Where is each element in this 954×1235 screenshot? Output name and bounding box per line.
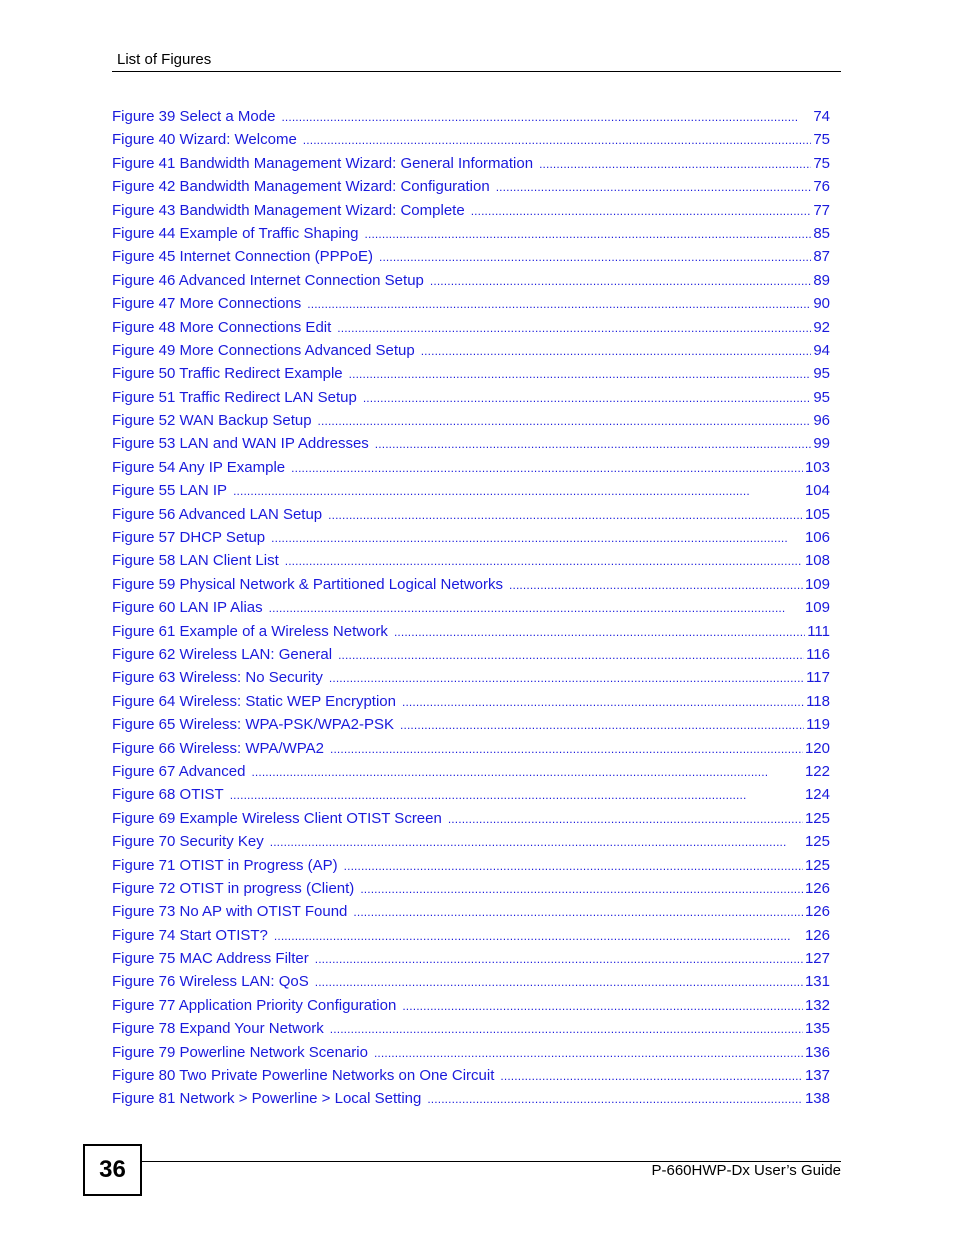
toc-entry-title[interactable]: Figure 65 Wireless: WPA-PSK/WPA2-PSK — [112, 716, 395, 734]
toc-entry[interactable] — [112, 386, 830, 409]
toc-leader-dots — [471, 200, 812, 222]
toc-entry-title[interactable]: Figure 62 Wireless LAN: General — [112, 645, 333, 663]
toc-entry-page[interactable]: 109 — [804, 575, 830, 593]
toc-entry-page[interactable]: 94 — [813, 341, 830, 359]
toc-leader-dots — [337, 317, 811, 339]
toc-entry-title[interactable]: Figure 48 More Connections Edit — [112, 318, 332, 336]
toc-entry-page[interactable]: 92 — [813, 318, 830, 336]
toc-entry[interactable] — [112, 877, 830, 900]
toc-leader-dots — [281, 106, 811, 128]
toc-entry-title[interactable]: Figure 66 Wireless: WPA/WPA2 — [112, 739, 324, 757]
toc-leader-dots — [270, 831, 803, 853]
toc-entry-title[interactable]: Figure 43 Bandwidth Management Wizard: Complete — [112, 201, 465, 219]
toc-entry[interactable] — [112, 175, 830, 198]
toc-entry[interactable] — [112, 456, 830, 479]
toc-entry-page[interactable]: 118 — [806, 692, 830, 710]
toc-entry[interactable] — [112, 690, 830, 713]
toc-leader-dots — [379, 246, 811, 268]
toc-entry-page[interactable]: 96 — [813, 412, 830, 430]
running-header: List of Figures — [117, 51, 212, 68]
toc-entry-title[interactable]: Figure 54 Any IP Example — [112, 458, 286, 476]
toc-entry-title[interactable]: Figure 61 Example of a Wireless Network — [112, 622, 388, 640]
toc-entry-title[interactable]: Figure 45 Internet Connection (PPPoE) — [112, 248, 373, 266]
toc-entry-page[interactable]: 126 — [804, 903, 830, 921]
toc-entry[interactable] — [112, 1041, 830, 1064]
toc-entry[interactable] — [112, 620, 830, 643]
toc-entry-page[interactable]: 136 — [804, 1043, 830, 1061]
toc-leader-dots — [271, 527, 803, 549]
toc-leader-dots — [349, 363, 812, 385]
toc-entry-title[interactable]: Figure 41 Bandwidth Management Wizard: General Information — [112, 154, 534, 172]
toc-entry-page[interactable]: 120 — [804, 739, 830, 757]
toc-entry[interactable] — [112, 222, 830, 245]
toc-leader-dots — [374, 1042, 803, 1064]
toc-entry-title[interactable]: Figure 78 Expand Your Network — [112, 1020, 324, 1038]
toc-entry-page[interactable]: 126 — [804, 926, 830, 944]
toc-entry[interactable] — [112, 737, 830, 760]
toc-entry[interactable] — [112, 643, 830, 666]
toc-leader-dots — [329, 667, 804, 689]
toc-entry-title[interactable]: Figure 39 Select a Mode — [112, 108, 276, 125]
toc-leader-dots — [303, 129, 812, 151]
toc-entry[interactable] — [112, 1087, 830, 1110]
toc-leader-dots — [448, 808, 803, 830]
toc-entry-title[interactable]: Figure 74 Start OTIST? — [112, 926, 268, 944]
toc-entry-page[interactable]: 76 — [813, 178, 830, 196]
toc-entry-page[interactable]: 95 — [813, 388, 830, 406]
toc-entry[interactable] — [112, 924, 830, 947]
toc-entry-page[interactable]: 126 — [804, 879, 830, 897]
toc-leader-dots — [430, 270, 811, 292]
toc-leader-dots — [328, 504, 803, 526]
toc-leader-dots — [421, 340, 812, 362]
toc-leader-dots — [315, 971, 803, 993]
toc-entry[interactable] — [112, 269, 830, 292]
toc-leader-dots — [509, 574, 803, 596]
toc-entry[interactable] — [112, 760, 830, 783]
toc-entry-page[interactable]: 127 — [804, 950, 830, 968]
toc-entry[interactable] — [112, 292, 830, 315]
toc-entry-title[interactable]: Figure 69 Example Wireless Client OTIST Screen — [112, 809, 442, 827]
toc-entry-title[interactable]: Figure 44 Example of Traffic Shaping — [112, 224, 359, 242]
toc-entry-title[interactable]: Figure 42 Bandwidth Management Wizard: Configuration — [112, 178, 490, 196]
toc-entry-title[interactable]: Figure 51 Traffic Redirect LAN Setup — [112, 388, 357, 406]
toc-entry[interactable] — [112, 362, 830, 385]
toc-entry[interactable] — [112, 994, 830, 1017]
toc-entry[interactable] — [112, 1017, 830, 1040]
toc-entry[interactable] — [112, 199, 830, 222]
toc-leader-dots — [330, 1018, 803, 1040]
toc-entry-title[interactable]: Figure 55 LAN IP — [112, 482, 228, 500]
toc-leader-dots — [539, 153, 811, 175]
toc-entry-title[interactable]: Figure 71 OTIST in Progress (AP) — [112, 856, 338, 874]
toc-entry-page[interactable]: 131 — [804, 973, 830, 991]
toc-entry-page[interactable]: 125 — [804, 809, 830, 827]
toc-leader-dots — [233, 480, 803, 502]
toc-entry[interactable] — [112, 479, 830, 502]
toc-entry-title[interactable]: Figure 46 Advanced Internet Connection Setup — [112, 271, 424, 289]
toc-entry-title[interactable]: Figure 76 Wireless LAN: QoS — [112, 973, 309, 991]
toc-leader-dots — [318, 410, 812, 432]
toc-entry-page[interactable]: 105 — [804, 505, 830, 523]
toc-leader-dots — [330, 738, 803, 760]
toc-entry[interactable] — [112, 409, 830, 432]
toc-entry-page[interactable]: 117 — [806, 669, 830, 687]
toc-entry-title[interactable]: Figure 72 OTIST in progress (Client) — [112, 879, 355, 897]
toc-leader-dots — [315, 948, 803, 970]
toc-entry[interactable] — [112, 854, 830, 877]
toc-entry-page[interactable]: 75 — [813, 131, 830, 149]
toc-entry-title[interactable]: Figure 81 Network > Powerline > Local Setting — [112, 1090, 422, 1108]
toc-entry-page[interactable]: 103 — [804, 458, 830, 476]
toc-entry[interactable] — [112, 526, 830, 549]
toc-entry-page[interactable]: 77 — [813, 201, 830, 219]
toc-entry-title[interactable]: Figure 47 More Connections — [112, 295, 302, 313]
toc-entry-title[interactable]: Figure 40 Wizard: Welcome — [112, 131, 297, 149]
toc-leader-dots — [251, 761, 803, 783]
toc-leader-dots — [365, 223, 812, 245]
toc-entry[interactable] — [112, 970, 830, 993]
toc-entry-title[interactable]: Figure 63 Wireless: No Security — [112, 669, 323, 687]
toc-entry-page[interactable]: 124 — [804, 786, 830, 804]
guide-title: P-660HWP-Dx User’s Guide — [651, 1162, 841, 1179]
toc-leader-dots — [291, 457, 803, 479]
toc-entry[interactable] — [112, 503, 830, 526]
toc-leader-dots — [500, 1065, 803, 1087]
toc-entry-title[interactable]: Figure 70 Security Key — [112, 833, 264, 851]
toc-entry-page[interactable]: 116 — [806, 645, 830, 663]
toc-entry[interactable] — [112, 432, 830, 455]
header-rule — [112, 71, 841, 72]
toc-entry-title[interactable]: Figure 79 Powerline Network Scenario — [112, 1043, 368, 1061]
toc-leader-dots — [363, 387, 811, 409]
toc-leader-dots — [394, 621, 805, 643]
toc-entry-title[interactable]: Figure 67 Advanced — [112, 762, 246, 780]
toc-leader-dots — [344, 855, 803, 877]
toc-entry-title[interactable]: Figure 50 Traffic Redirect Example — [112, 365, 343, 383]
toc-entry-page[interactable]: 137 — [804, 1067, 830, 1085]
toc-entry[interactable] — [112, 830, 830, 853]
toc-entry-page[interactable]: 99 — [813, 435, 830, 453]
toc-entry-title[interactable]: Figure 77 Application Priority Configuration — [112, 996, 397, 1014]
toc-entry[interactable] — [112, 807, 830, 830]
toc-entry-title[interactable]: Figure 60 LAN IP Alias — [112, 599, 263, 617]
toc-entry-page[interactable]: 104 — [804, 482, 830, 500]
toc-entry[interactable] — [112, 549, 830, 572]
toc-entry[interactable] — [112, 316, 830, 339]
toc-entry[interactable] — [112, 573, 830, 596]
toc-entry-page[interactable]: 111 — [807, 622, 830, 640]
toc-entry[interactable] — [112, 666, 830, 689]
toc-entry-title[interactable]: Figure 52 WAN Backup Setup — [112, 412, 312, 430]
toc-entry[interactable] — [112, 596, 830, 619]
toc-entry[interactable] — [112, 900, 830, 923]
toc-entry-title[interactable]: Figure 80 Two Private Powerline Networks on One Circuit — [112, 1067, 495, 1085]
toc-leader-dots — [353, 901, 803, 923]
toc-leader-dots — [402, 995, 803, 1017]
toc-entry[interactable] — [112, 1064, 830, 1087]
toc-entry-title[interactable]: Figure 57 DHCP Setup — [112, 529, 266, 547]
toc-entry-page[interactable]: 122 — [804, 762, 830, 780]
toc-leader-dots — [307, 293, 811, 315]
toc-entry[interactable] — [112, 713, 830, 736]
toc-leader-dots — [402, 691, 804, 713]
toc-entry-title[interactable]: Figure 59 Physical Network & Partitioned Logical Networks — [112, 575, 504, 593]
toc-entry-title[interactable]: Figure 73 No AP with OTIST Found — [112, 903, 348, 921]
toc-entry[interactable] — [112, 128, 830, 151]
toc-entry-page[interactable]: 135 — [804, 1020, 830, 1038]
toc-entry-title[interactable]: Figure 58 LAN Client List — [112, 552, 279, 570]
toc-entry-title[interactable]: Figure 68 OTIST — [112, 786, 224, 804]
toc-leader-dots — [427, 1088, 803, 1110]
toc-entry-page[interactable]: 109 — [804, 599, 830, 617]
toc-entry[interactable] — [112, 105, 830, 128]
toc-entry-page[interactable]: 119 — [806, 716, 830, 734]
toc-entry-page[interactable]: 90 — [813, 295, 830, 313]
toc-leader-dots — [338, 644, 804, 666]
toc-entry-page[interactable]: 75 — [813, 154, 830, 172]
toc-entry-page[interactable]: 87 — [813, 248, 830, 266]
toc-entry-page[interactable]: 74 — [813, 108, 830, 125]
toc-entry-page[interactable]: 89 — [813, 271, 830, 289]
toc-leader-dots — [400, 714, 804, 736]
toc-leader-dots — [230, 784, 803, 806]
toc-entry-page[interactable]: 138 — [804, 1090, 830, 1108]
toc-leader-dots — [269, 597, 803, 619]
toc-entry-title[interactable]: Figure 56 Advanced LAN Setup — [112, 505, 323, 523]
toc-entry[interactable] — [112, 152, 830, 175]
toc-entry[interactable] — [112, 947, 830, 970]
toc-leader-dots — [496, 176, 812, 198]
page-number: 36 — [83, 1144, 142, 1196]
toc-entry-title[interactable]: Figure 75 MAC Address Filter — [112, 950, 309, 968]
toc-entry-page[interactable]: 85 — [813, 224, 830, 242]
toc-leader-dots — [360, 878, 803, 900]
toc-entry-title[interactable]: Figure 53 LAN and WAN IP Addresses — [112, 435, 369, 453]
toc-entry-page[interactable]: 106 — [804, 529, 830, 547]
toc-entry-title[interactable]: Figure 64 Wireless: Static WEP Encryption — [112, 692, 396, 710]
toc-entry-page[interactable]: 125 — [804, 856, 830, 874]
toc-entry-page[interactable]: 108 — [804, 552, 830, 570]
toc-entry-page[interactable]: 125 — [804, 833, 830, 851]
toc-leader-dots — [274, 925, 803, 947]
list-of-figures — [112, 105, 830, 1111]
toc-leader-dots — [375, 433, 812, 455]
toc-entry[interactable] — [112, 783, 830, 806]
toc-entry[interactable] — [112, 339, 830, 362]
toc-entry[interactable] — [112, 245, 830, 268]
toc-entry-page[interactable]: 132 — [804, 996, 830, 1014]
toc-entry-page[interactable]: 95 — [813, 365, 830, 383]
toc-leader-dots — [285, 550, 803, 572]
toc-entry-title[interactable]: Figure 49 More Connections Advanced Setup — [112, 341, 415, 359]
